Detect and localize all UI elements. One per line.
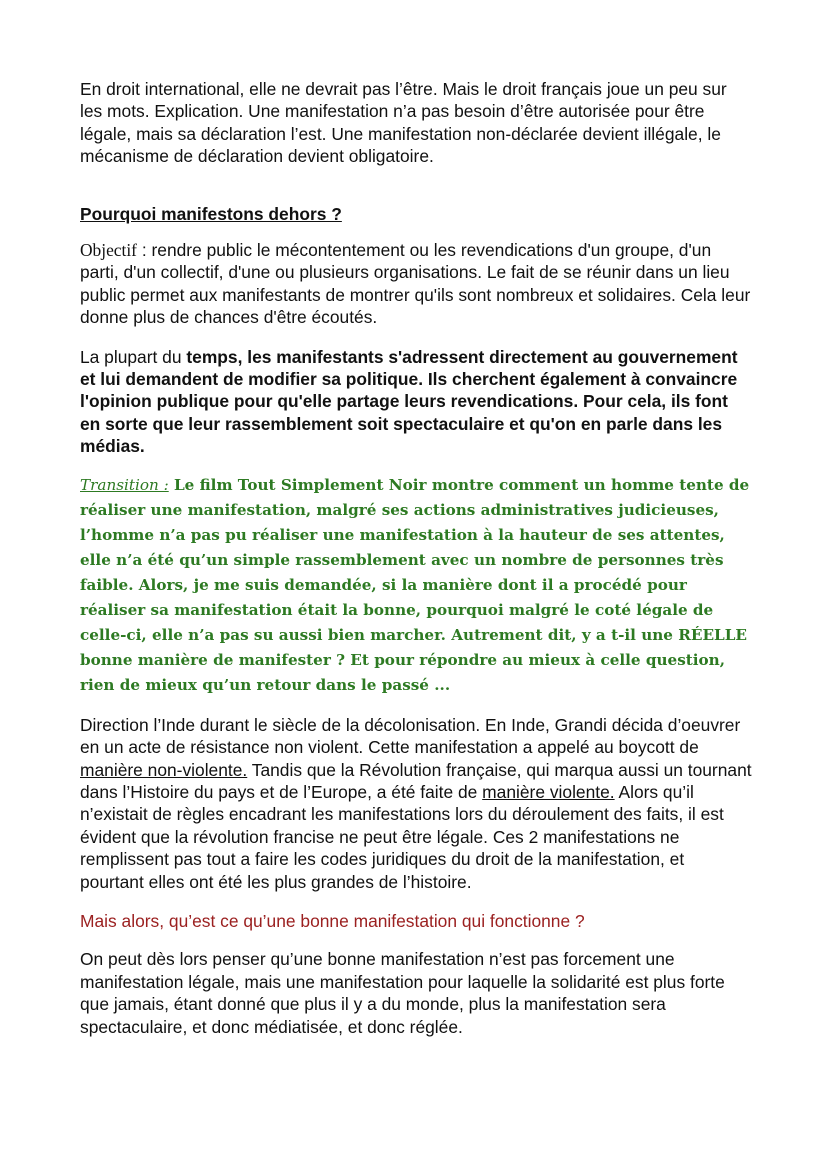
transition-paragraph <box>80 473 752 698</box>
history-text-3: Alors qu’il n’existait de règles encadrant les manifestations lors du déroulement des faits, il est évident que la révolution francise ne peut être légale. Ces 2 manifestations ne remplissent pas tout a faire les codes juridiques du droit de la manifestation, et pourtant elles ont été les plus grandes de l’histoire. <box>80 781 724 892</box>
objective-first-word: Objectif <box>80 240 137 261</box>
history-text-1: Direction l’Inde durant le siècle de la décolonisation. En Inde, Grandi décida d’oeuvrer en un acte de résistance non violent. Cette manifestation a appelé au boycott de <box>80 714 741 758</box>
violent-underlined: manière violente. <box>482 781 615 802</box>
section-heading <box>80 203 752 225</box>
non-violent-underlined: manière non-violente. <box>80 759 248 780</box>
question-line: Mais alors, qu’est ce qu’une bonne manifestation qui fonctionne ? <box>80 910 585 931</box>
protesters-paragraph <box>80 346 752 458</box>
objective-text: : rendre public le mécontentement ou les revendications d'un groupe, d'un parti, d'un collectif, d'une ou plusieurs organisations. Le fait de se réunir dans un lieu public permet aux manifestants de montrer qu'ils sont nombreux et solidaires. Cela leur donne plus de chances d'être écoutés. <box>80 240 751 328</box>
objective-paragraph <box>80 239 752 329</box>
transition-text: Le film Tout Simplement Noir montre comment un homme tente de réaliser une manifestation, malgré ses actions administratives judicieuses, l’homme n’a pas pu réaliser une manifestation à la hauteur de ses attentes, elle n’a été qu’un simple rassemblement avec un nombre de personnes très faible. Alors, je me suis demandée, si la manière dont il a procédé pour réaliser sa manifestation était la bonne, pourquoi malgré le coté légale de celle-ci, elle n’a pas su aussi bien marcher. Autrement dit, y a t-il une RÉELLE bonne manière de manifester ? Et pour répondre au mieux à celle question, rien de mieux qu’un retour dans le passé ... <box>80 475 750 694</box>
section-heading-text: Pourquoi manifestons dehors ? <box>80 203 342 224</box>
transition-label: Transition : <box>80 475 169 494</box>
history-text-2: Tandis que la Révolution française, qui marqua aussi un tournant dans l’Histoire du pays et de l’Europe, a été faite de <box>80 759 752 802</box>
document-page <box>80 78 752 1038</box>
intro-paragraph: En droit international, elle ne devrait pas l’être. Mais le droit français joue un peu sur les mots. Explication. Une manifestation n’a pas besoin d’être autorisée pour être légale, mais sa déclaration l’est. Une manifestation non-déclarée devient illégale, le mécanisme de déclaration devient obligatoire. <box>80 79 727 167</box>
protesters-lead: La plupart du <box>80 346 187 367</box>
conclusion-paragraph: On peut dès lors penser qu’une bonne manifestation n’est pas forcement une manifestation légale, mais une manifestation pour laquelle la solidarité est plus forte que jamais, étant donné que plus il y a du monde, plus la manifestation sera spectaculaire, et donc médiatisée, et donc réglée. <box>80 949 725 1037</box>
history-paragraph <box>80 714 752 893</box>
protesters-bold-text: temps, les manifestants s'adressent directement au gouvernement et lui demandent de modifier sa politique. Ils cherchent également à convaincre l'opinion publique pour qu'elle partage leurs revendications. Pour cela, ils font en sorte que leur rassemblement soit spectaculaire et qu'on en parle dans les médias. <box>80 346 738 457</box>
